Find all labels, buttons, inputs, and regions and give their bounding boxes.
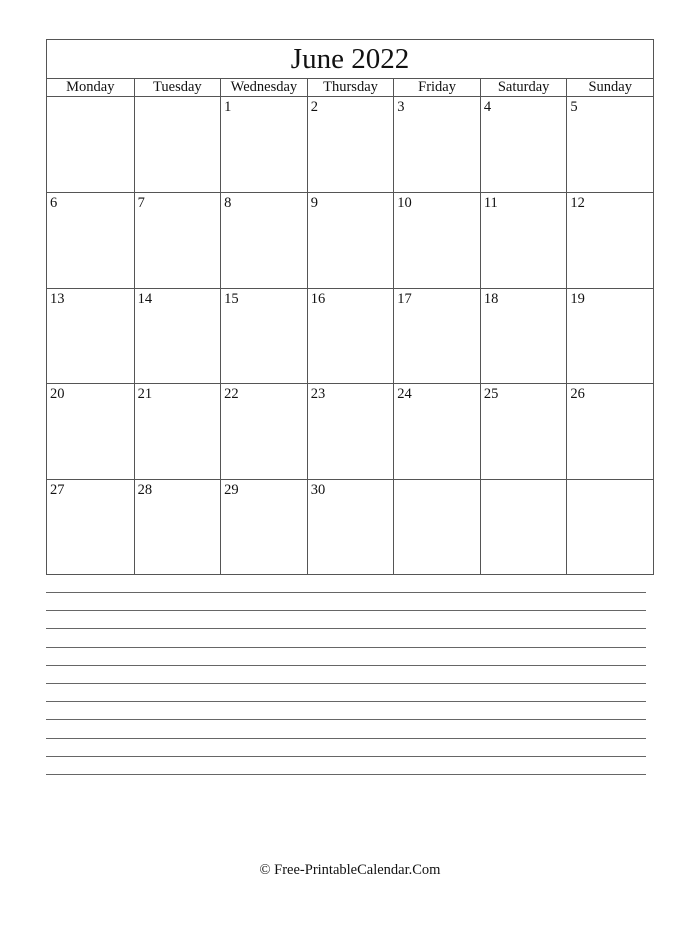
day-cell-21: 21 — [134, 383, 221, 478]
weekday-sunday: Sunday — [566, 79, 653, 96]
weekday-wednesday: Wednesday — [220, 79, 307, 96]
day-cell-17: 17 — [393, 288, 480, 383]
day-cell-7: 7 — [134, 192, 221, 287]
day-cell-13: 13 — [47, 288, 134, 383]
day-cell-6: 6 — [47, 192, 134, 287]
day-cell-12: 12 — [566, 192, 653, 287]
day-cell-26: 26 — [566, 383, 653, 478]
day-cell-5: 5 — [566, 97, 653, 192]
note-line — [46, 701, 646, 702]
day-cell-empty — [566, 479, 653, 574]
weekday-header-row — [47, 79, 653, 97]
day-cell-28: 28 — [134, 479, 221, 574]
day-cell-24: 24 — [393, 383, 480, 478]
day-cell-9: 9 — [307, 192, 394, 287]
day-cell-4: 4 — [480, 97, 567, 192]
day-cell-empty — [47, 97, 134, 192]
calendar — [46, 39, 654, 575]
day-cell-empty — [480, 479, 567, 574]
day-grid — [47, 97, 653, 574]
day-cell-3: 3 — [393, 97, 480, 192]
note-line — [46, 628, 646, 629]
notes-area — [46, 592, 646, 792]
weekday-tuesday: Tuesday — [134, 79, 221, 96]
footer-credit: © Free-PrintableCalendar.Com — [259, 862, 441, 878]
day-cell-25: 25 — [480, 383, 567, 478]
day-cell-2: 2 — [307, 97, 394, 192]
calendar-title: June 2022 — [47, 40, 653, 79]
note-line — [46, 738, 646, 739]
note-line — [46, 756, 646, 757]
note-line — [46, 610, 646, 611]
day-cell-1: 1 — [220, 97, 307, 192]
day-cell-29: 29 — [220, 479, 307, 574]
weekday-monday: Monday — [66, 79, 115, 95]
weekday-thursday: Thursday — [307, 79, 394, 96]
day-cell-27: 27 — [47, 479, 134, 574]
day-cell-30: 30 — [307, 479, 394, 574]
day-cell-22: 22 — [220, 383, 307, 478]
note-line — [46, 592, 646, 593]
weekday-friday: Friday — [393, 79, 480, 96]
day-cell-14: 14 — [134, 288, 221, 383]
weekday-saturday: Saturday — [480, 79, 567, 96]
day-cell-15: 15 — [220, 288, 307, 383]
note-line — [46, 647, 646, 648]
day-cell-empty — [134, 97, 221, 192]
day-cell-19: 19 — [566, 288, 653, 383]
day-cell-10: 10 — [393, 192, 480, 287]
note-line — [46, 774, 646, 775]
note-line — [46, 683, 646, 684]
note-line — [46, 665, 646, 666]
day-cell-18: 18 — [480, 288, 567, 383]
day-cell-empty — [393, 479, 480, 574]
day-cell-8: 8 — [220, 192, 307, 287]
day-cell-11: 11 — [480, 192, 567, 287]
day-cell-16: 16 — [307, 288, 394, 383]
day-cell-20: 20 — [47, 383, 134, 478]
day-cell-23: 23 — [307, 383, 394, 478]
note-line — [46, 719, 646, 720]
